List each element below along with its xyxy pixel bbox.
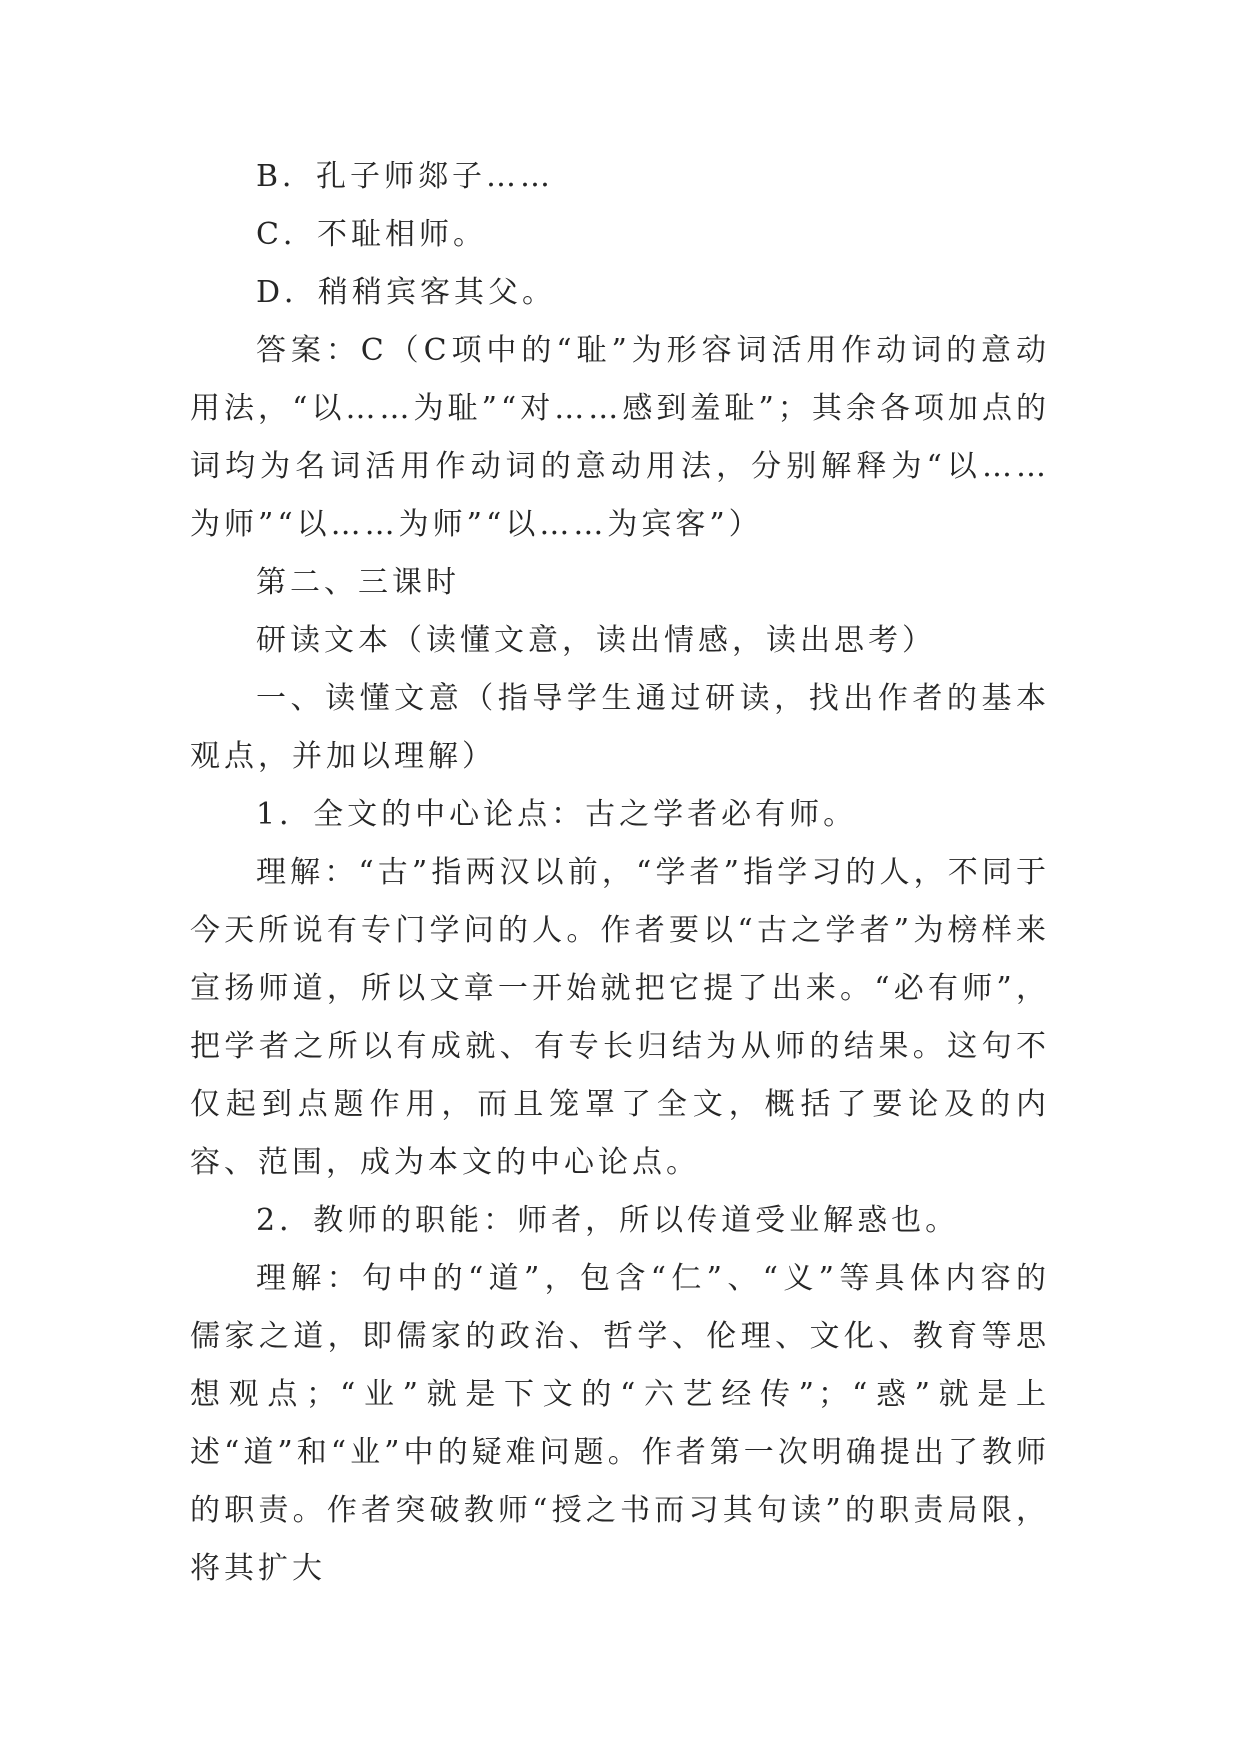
section-heading: 研读文本（读懂文意，读出情感，读出思考） bbox=[256, 623, 936, 658]
document-page bbox=[190, 148, 1050, 1598]
option-b: B．孔子师郯子…… bbox=[256, 159, 555, 194]
lesson-heading: 第二、三课时 bbox=[256, 565, 460, 600]
answer-paragraph: 答案：C（C项中的“耻”为形容词活用作动词的意动用法，“以……为耻”“对……感到羞耻”；其余各项加点的词均为名词活用作动词的意动用法，分别解释为“以……为师”“以……为师”“以……为宾客”） bbox=[190, 333, 1050, 542]
option-d: D．稍稍宾客其父。 bbox=[256, 275, 557, 310]
point-2: 2．教师的职能：师者，所以传道受业解惑也。 bbox=[256, 1203, 960, 1238]
point-1: 1．全文的中心论点：古之学者必有师。 bbox=[256, 797, 858, 832]
explanation-2: 理解：句中的“道”，包含“仁”、“义”等具体内容的儒家之道，即儒家的政治、哲学、伦理、文化、教育等思想观点；“业”就是下文的“六艺经传”；“惑”就是上述“道”和“业”中的疑难问题。作者第一次明确提出了教师的职责。作者突破教师“授之书而习其句读”的职责局限，将其扩大 bbox=[190, 1261, 1050, 1586]
explanation-1: 理解：“古”指两汉以前，“学者”指学习的人，不同于今天所说有专门学问的人。作者要以“古之学者”为榜样来宣扬师道，所以文章一开始就把它提了出来。“必有师”，把学者之所以有成就、有专长归结为从师的结果。这句不仅起到点题作用，而且笼罩了全文，概括了要论及的内容、范围，成为本文的中心论点。 bbox=[190, 855, 1050, 1180]
subsection-heading: 一、读懂文意（指导学生通过研读，找出作者的基本观点，并加以理解） bbox=[190, 681, 1050, 774]
option-c: C．不耻相师。 bbox=[256, 217, 487, 252]
